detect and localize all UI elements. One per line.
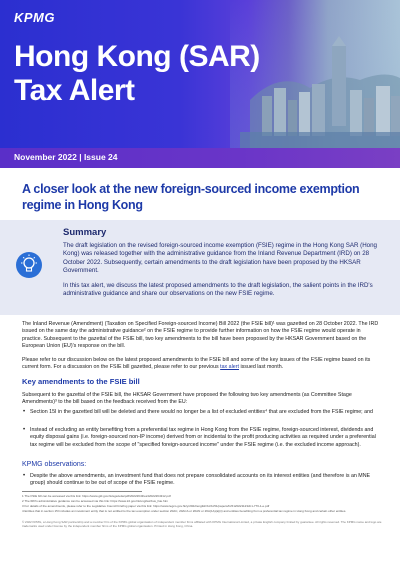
bullet-marker: • — [23, 427, 26, 433]
footnote-3: 3 For details of the amendments, please refer to the Legislative Council briefing paper via this link: https://www.legco.gov.hk/yr2022/english/bc/bc51/papers/bc5120221123cb1-776-1-e.pdf — [22, 504, 270, 508]
title-line-1: Hong Kong (SAR) — [14, 40, 260, 73]
header-banner — [0, 0, 400, 148]
kpmg-observations-heading: KPMG observations: — [22, 461, 87, 468]
summary-paragraph-2: In this tax alert, we discuss the latest proposed amendments to the draft legislation, the salient points in the IRD's administrative guidance and share our observations on the new FSIE regime. — [63, 282, 373, 298]
bullet-marker: • — [23, 473, 26, 479]
summary-box — [0, 220, 400, 315]
footnote-2: 2 The IRD's administrative guidance can be accessed via this link: https://www.ird.gov.hk/eng/tax/bus_fsie.htm — [22, 499, 169, 503]
summary-title: Summary — [63, 227, 107, 238]
bullet-item-2: Instead of excluding an entity benefiting from a preferential tax regime in Hong Kong from the FSIE regime, foreign-sourced interest, dividends and equity disposal gains (i.e. foreign-sourced non-IP income) derived from or incidental to the profit producing activities as required under a preferential tax regime will be excluded from the scope of "specified foreign-sourced income" under the FSIE regime (i.e. the excluded income approach). — [30, 427, 376, 448]
body-paragraph-2-text: Please refer to our discussion below on the latest proposed amendments to the FSIE bill and some of the key issues of the FSIE regime based on its current form. For a discussion on the FSIE bill gazetted, please refer to our previous — [22, 357, 371, 371]
tax-alert-link[interactable]: tax alert — [220, 364, 239, 371]
summary-paragraph-1: The draft legislation on the revised foreign-sourced income exemption (FSIE) regime in the Hong Kong SAR (Hong Kong) was released together with the administrative guidance from the Inland Revenue Department (IRD) on 28 October 2022. Subsequently, certain amendments to the draft legislation have been proposed by the HKSAR Government. — [63, 242, 378, 275]
kpmg-logo: KPMG — [14, 10, 55, 25]
copyright-notice: © 2022 KPMG, a Hong Kong SAR partnership and a member firm of the KPMG global organisation of independent member firms affiliated with KPMG International Limited, a private English company limited by guarantee. All rights reserved. The KPMG name and logo are trademarks used under license by the independent member firms of the KPMG global organisation. Printed in Hong Kong, China. — [22, 520, 382, 528]
body-paragraph-2-end: issued last month. — [238, 364, 284, 371]
issue-label: November 2022 | Issue 24 — [14, 152, 118, 162]
footnote-divider — [22, 491, 142, 492]
lightbulb-icon — [16, 252, 42, 278]
bullet-marker: • — [23, 409, 26, 415]
body-paragraph-3: Subsequent to the gazettal of the FSIE bill, the HKSAR Government have proposed the following two key amendments (as Committee Stage Amendments)³ to the bill based on the feedback received from the EU: — [22, 392, 352, 406]
section-heading-key-amendments: Key amendments to the FSIE bill — [22, 377, 140, 386]
footnote-4: 4 Entities that in section 15I includes an investment entity that is not entitled to the tax exemption under section 20AC, 20ACA or 20AN or 26A(1A)(a)(ii) and entities benefiting from a preferential tax regime in Hong Kong and certain other entities. — [22, 509, 347, 513]
observation-bullet: Despite the above amendments, an investment fund that does not prepare consolidated accounts on its interest entities (and therefore is an MNE group) should continue to be out of scope of the FSIE regime. — [30, 473, 371, 487]
footnote-1: 1 The FSIE bill can be accessed via this link: https://www.gld.gov.hk/egazette/pdf/20222643/es32022264312.pdf — [22, 494, 171, 498]
article-headline: A closer look at the new foreign-sourced income exemption regime in Hong Kong — [22, 182, 360, 212]
page-title — [14, 40, 260, 108]
bullet-item-1: Section 15I in the gazetted bill will be deleted and there would no longer be a list of excluded entities⁴ that are excluded from the FSIE regime; and — [30, 409, 373, 415]
issue-bar — [0, 148, 400, 168]
body-paragraph-2 — [22, 357, 380, 372]
body-paragraph-1: The Inland Revenue (Amendment) (Taxation on Specified Foreign-sourced Income) Bill 2022 (the FSIE bill)¹ was gazetted on 28 October 2022. The IRD issued on the same day the administrative guidance² on the FSIE regime to provide further information on how the FSIE regime would operate in practice. Subsequent to the gazettal of the FSIE bill, two key amendments to the bill have been proposed by the HKSAR Government based on the European Union (EU)'s response on the bill. — [22, 321, 379, 350]
title-line-2: Tax Alert — [14, 74, 135, 107]
